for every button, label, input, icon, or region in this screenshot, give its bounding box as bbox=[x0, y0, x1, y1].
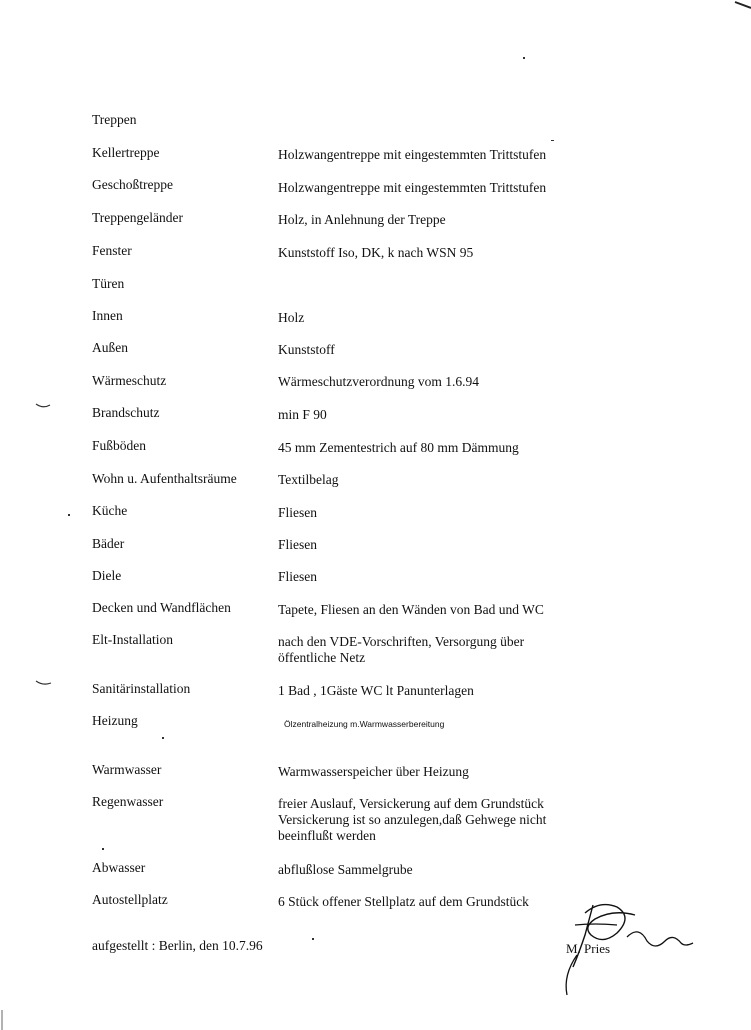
row-value: Fliesen bbox=[278, 505, 317, 520]
row-label: Wärmeschutz bbox=[92, 373, 167, 388]
row-value: 6 Stück offener Stellplatz auf dem Grundstück bbox=[278, 894, 529, 909]
scan-speck bbox=[102, 848, 104, 850]
row-value: Textilbelag bbox=[278, 472, 339, 487]
row-value: Holz, in Anlehnung der Treppe bbox=[278, 212, 446, 227]
row-label: Diele bbox=[92, 568, 122, 583]
row-label: Regenwasser bbox=[92, 794, 164, 809]
row-value: Tapete, Fliesen an den Wänden von Bad und WC bbox=[278, 602, 544, 617]
signature-name: M. Pries bbox=[566, 941, 611, 956]
row-value: min F 90 bbox=[278, 407, 327, 422]
scan-speck bbox=[523, 57, 525, 59]
row-value: Wärmeschutzverordnung vom 1.6.94 bbox=[278, 374, 479, 389]
row-label: Fenster bbox=[92, 243, 132, 258]
row-label: Autostellplatz bbox=[92, 892, 168, 907]
row-label: Sanitärinstallation bbox=[92, 681, 191, 696]
row-value: Ölzentralheizung m.Warmwasserbereitung bbox=[284, 719, 445, 729]
row-label: Geschoßtreppe bbox=[92, 177, 173, 192]
row-value: Fliesen bbox=[278, 537, 317, 552]
row-label: Wohn u. Aufenthaltsräume bbox=[92, 471, 237, 486]
row-value: Fliesen bbox=[278, 569, 317, 584]
row-value: Holz bbox=[278, 310, 305, 325]
row-value: Holzwangentreppe mit eingestemmten Trittstufen bbox=[278, 180, 547, 195]
row-label: Decken und Wandflächen bbox=[92, 600, 231, 615]
row-label: Außen bbox=[92, 340, 128, 355]
row-label: Brandschutz bbox=[92, 405, 160, 420]
row-label: Kellertreppe bbox=[92, 145, 160, 160]
scan-speck bbox=[68, 514, 70, 516]
scan-speck bbox=[312, 938, 314, 940]
row-label: Bäder bbox=[92, 536, 125, 551]
row-value: Warmwasserspeicher über Heizung bbox=[278, 764, 469, 779]
row-label: Elt-Installation bbox=[92, 632, 173, 647]
row-label: Fußböden bbox=[92, 438, 146, 453]
row-value: nach den VDE-Vorschriften, Versorgung über öffentliche Netz bbox=[278, 634, 525, 665]
row-value: Kunststoff bbox=[278, 342, 335, 357]
row-value: abflußlose Sammelgrube bbox=[278, 862, 413, 877]
footer-place-date: aufgestellt : Berlin, den 10.7.96 bbox=[92, 938, 263, 953]
row-label: Heizung bbox=[92, 713, 138, 728]
row-label: Treppengeländer bbox=[92, 210, 183, 225]
row-value: freier Auslauf, Versickerung auf dem Grundstück Versickerung ist so anzulegen,daß Gehwege nicht beeinflußt werden bbox=[278, 796, 547, 843]
row-label: Küche bbox=[92, 503, 128, 518]
row-value: Kunststoff Iso, DK, k nach WSN 95 bbox=[278, 245, 474, 260]
row-value: 45 mm Zementestrich auf 80 mm Dämmung bbox=[278, 440, 519, 455]
row-value: 1 Bad , 1Gäste WC lt Panunterlagen bbox=[278, 683, 474, 698]
row-label: Abwasser bbox=[92, 860, 146, 875]
row-label: Warmwasser bbox=[92, 762, 162, 777]
row-label: Türen bbox=[92, 276, 125, 291]
scan-speck bbox=[162, 737, 164, 739]
row-label: Innen bbox=[92, 308, 123, 323]
row-label: Treppen bbox=[92, 112, 137, 127]
row-value: Holzwangentreppe mit eingestemmten Trittstufen bbox=[278, 147, 547, 162]
scan-speck bbox=[551, 140, 554, 141]
